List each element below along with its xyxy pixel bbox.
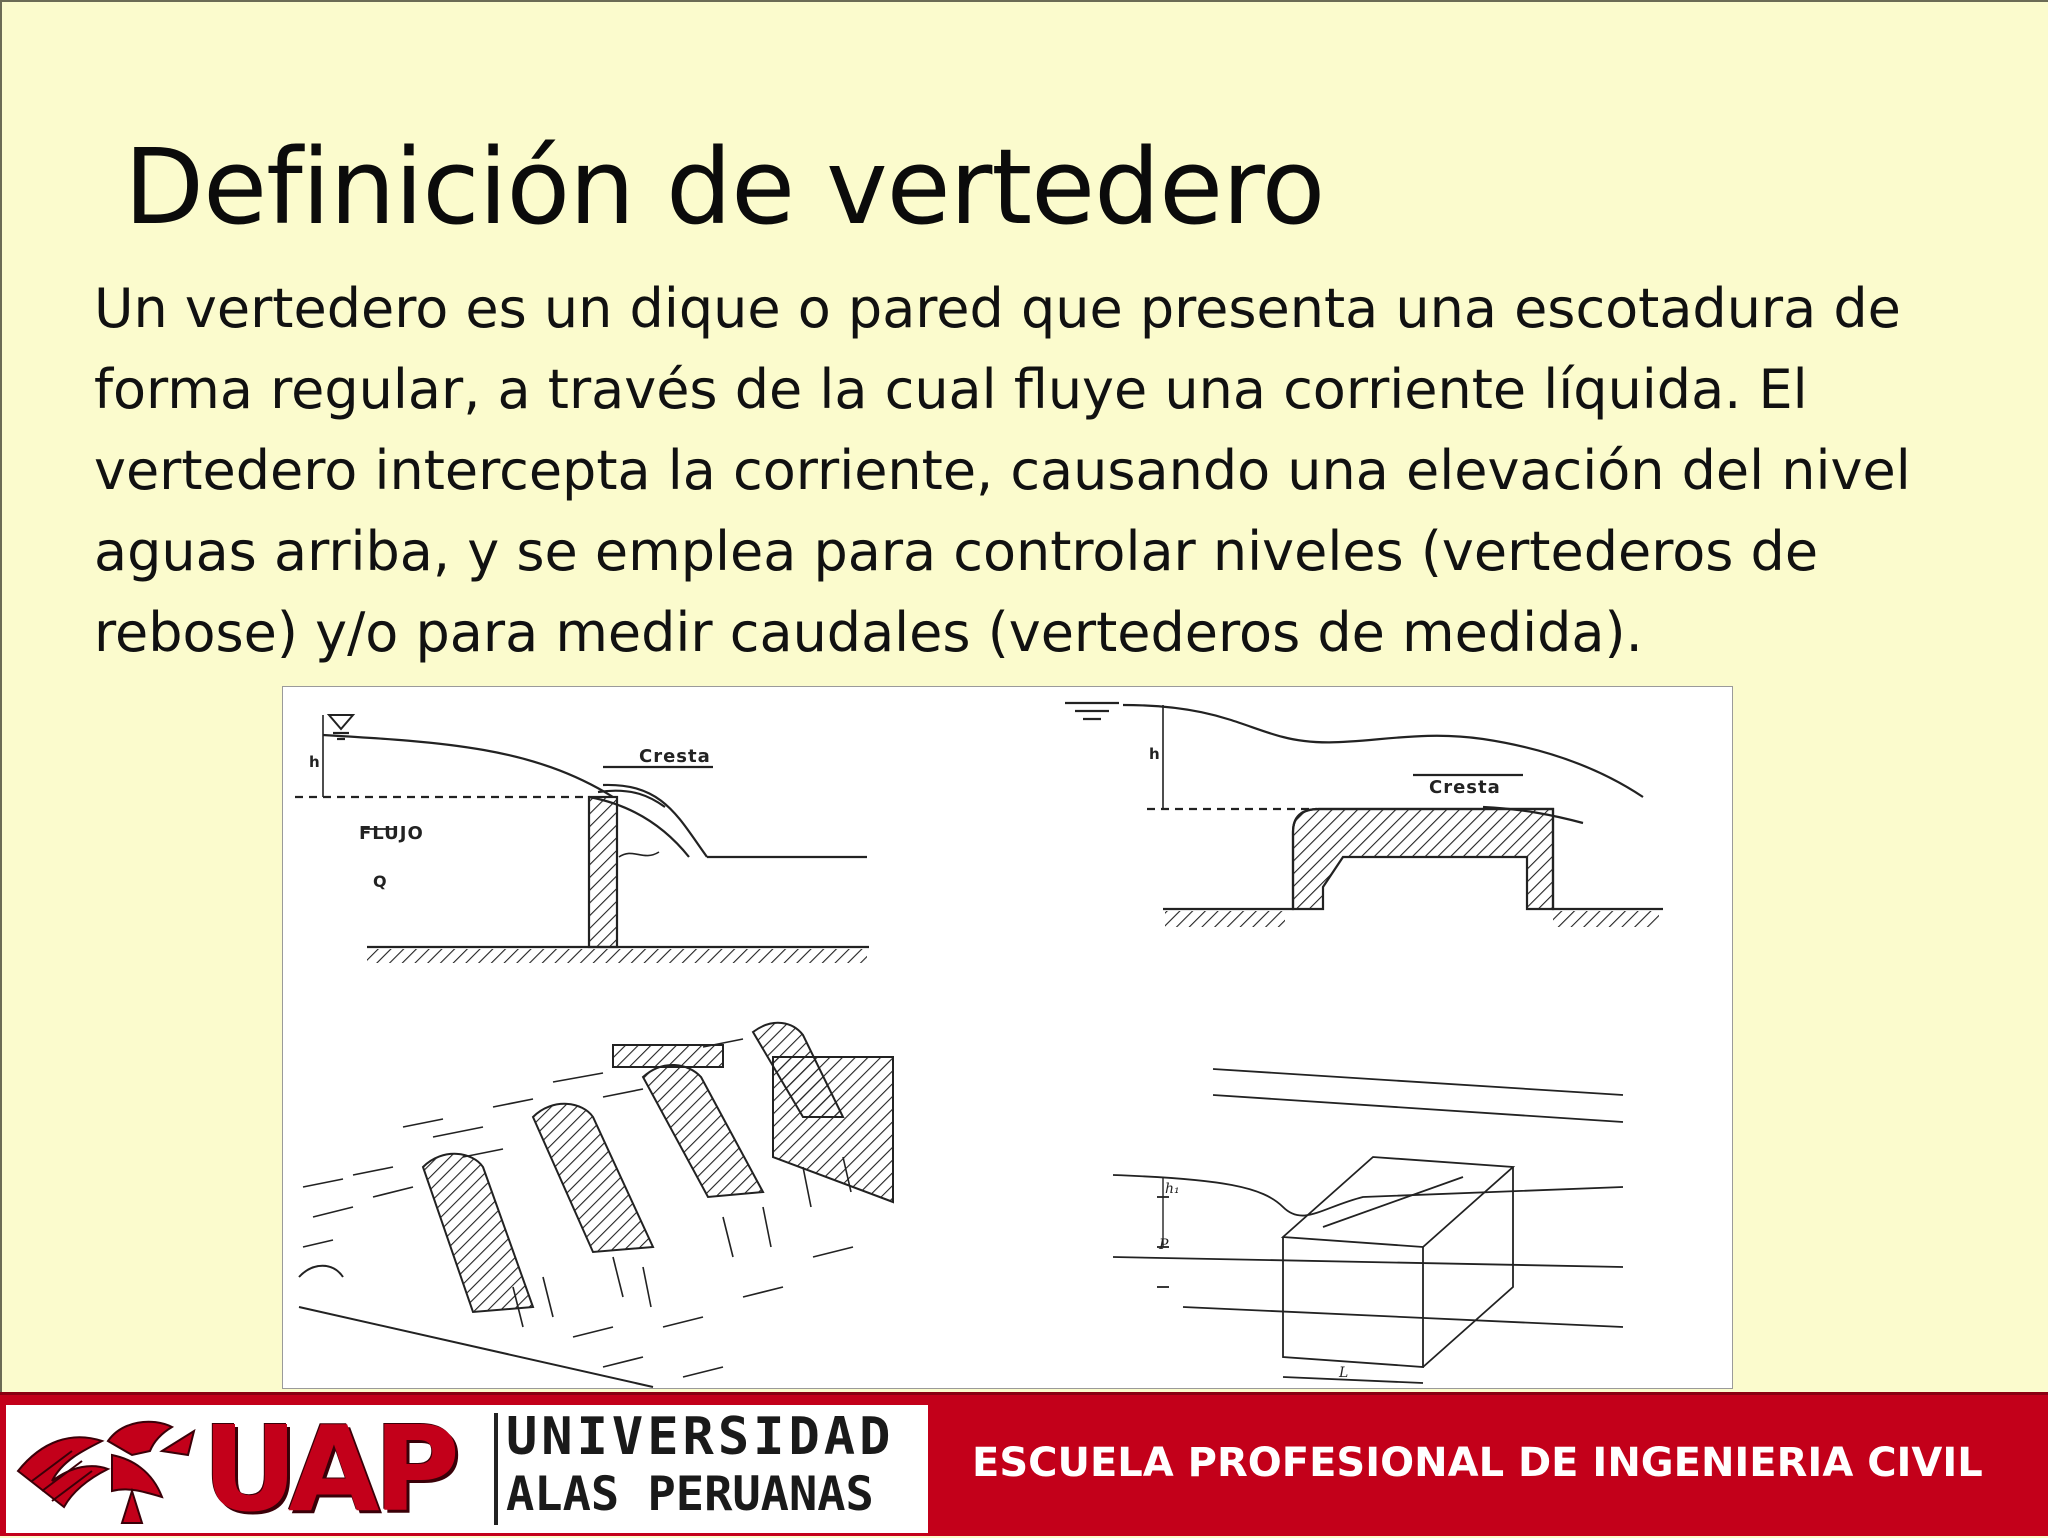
spillway-perspective-sketch bbox=[299, 1023, 893, 1387]
block-weir-h1-label: h₁ bbox=[1165, 1181, 1180, 1197]
logo-alas-peruanas-text: ALAS PERUANAS bbox=[506, 1467, 874, 1522]
bird-emblem-icon bbox=[12, 1411, 198, 1527]
weir-illustrations bbox=[282, 686, 1733, 1389]
sharp-weir-crest-label: Cresta bbox=[639, 746, 711, 767]
footer-banner bbox=[0, 1392, 2048, 1536]
sharp-weir-q-label: Q bbox=[373, 872, 387, 891]
university-logo bbox=[6, 1400, 928, 1538]
slide-title: Definición de vertedero bbox=[124, 126, 1325, 248]
broad-crested-weir-diagram bbox=[1065, 703, 1663, 927]
logo-uap-text: UAP bbox=[202, 1400, 454, 1538]
block-weir-l-label: L bbox=[1339, 1365, 1349, 1381]
broad-weir-h-label: h bbox=[1149, 745, 1160, 763]
logo-divider bbox=[494, 1413, 498, 1525]
broad-weir-crest-label: Cresta bbox=[1429, 777, 1501, 798]
sharp-weir-flow-label: FLUJO bbox=[359, 823, 424, 844]
school-name: ESCUELA PROFESIONAL DE INGENIERIA CIVIL bbox=[972, 1440, 1983, 1486]
sharp-weir-h-label: h bbox=[309, 753, 320, 771]
block-weir-perspective-sketch bbox=[1113, 1069, 1623, 1383]
block-weir-p-label: P bbox=[1159, 1237, 1169, 1253]
logo-university-text: UNIVERSIDAD bbox=[506, 1407, 895, 1467]
slide-body-text: Un vertedero es un dique o pared que presenta una escotadura de forma regular, a través de la cual fluye una corriente líquida. El vertedero intercepta la corriente, causando una elevación del nivel aguas arriba, y se emplea para controlar niveles (vertederos de rebose) y/o para medir caudales (vertederos de medida). bbox=[94, 277, 1911, 664]
